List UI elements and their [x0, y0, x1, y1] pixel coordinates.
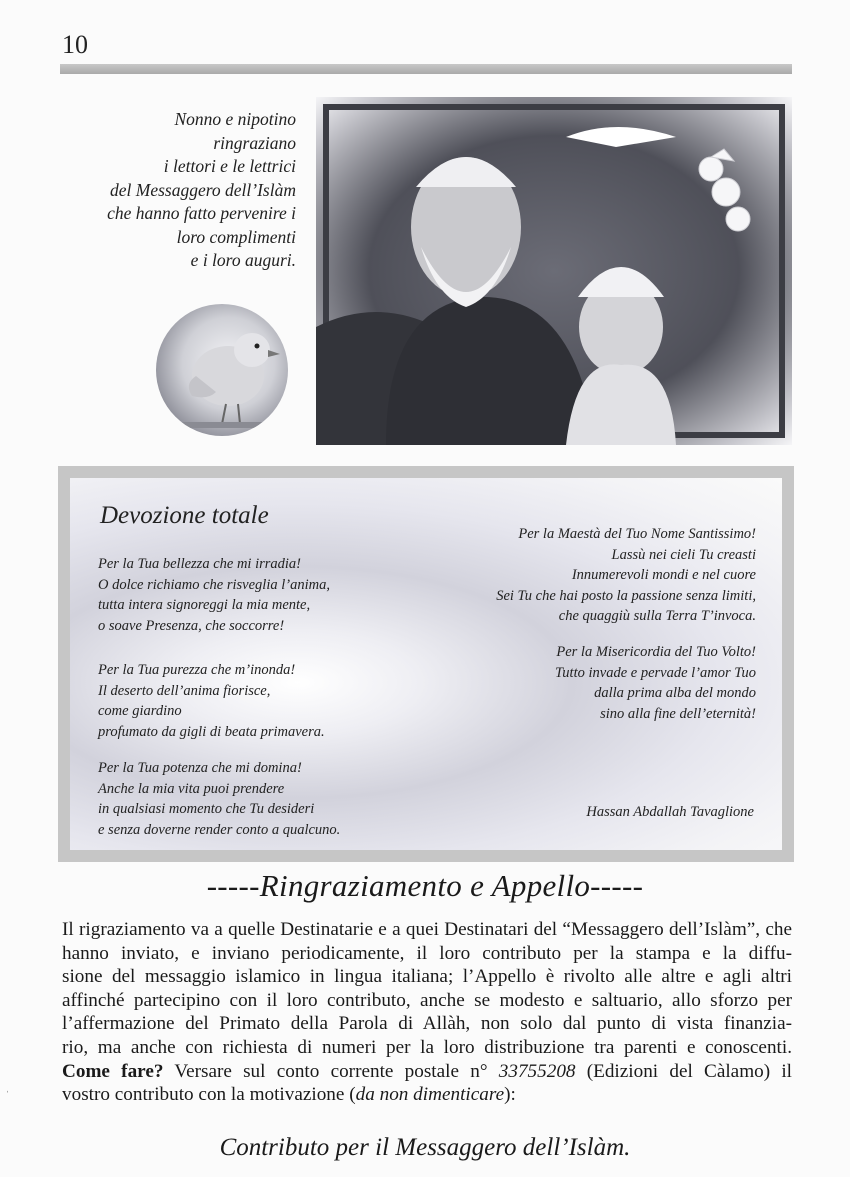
- how-to-text: Versare sul conto corrente postale n°: [163, 1060, 499, 1082]
- thanks-line: i lettori e le lettrici: [163, 156, 296, 176]
- thanks-line: loro complimenti: [176, 226, 296, 247]
- appeal-line: rio, ma anche con richiesta di numeri per la loro distribuzione tra parenti e conoscenti.: [62, 1036, 792, 1058]
- thanks-note: [60, 108, 296, 273]
- poem-line: dalla prima alba del mondo: [594, 685, 756, 701]
- poem-line: Per la Misericordia del Tuo Volto!: [556, 644, 756, 660]
- poem-stanza: [98, 554, 398, 636]
- appeal-line: hanno inviato, e inviano periodicamente, il loro contributo per la stampa e la diffu-: [62, 942, 792, 964]
- chick-photo: [156, 304, 288, 436]
- poem-stanza: [98, 660, 398, 742]
- chick-illustration: [156, 304, 288, 436]
- poem-line: Per la Maestà del Tuo Nome Santissimo!: [518, 526, 756, 542]
- poem-line: Tutto invade e pervade l’amor Tuo: [555, 664, 756, 681]
- motivation-text: vostro contributo con la motivazione (: [62, 1084, 356, 1106]
- poem-line: che quaggiù sulla Terra T’invoca.: [558, 608, 756, 624]
- account-number: 33755208: [498, 1060, 576, 1082]
- page-number: 10: [62, 30, 88, 59]
- motivation-note: da non dimenticare: [355, 1084, 505, 1106]
- header-rule: [60, 64, 792, 74]
- thanks-line: del Messaggero dell’Islàm: [110, 179, 296, 200]
- poem-line: in qualsiasi momento che Tu desideri: [98, 801, 315, 817]
- poem-title: Devozione totale: [100, 502, 269, 529]
- thanks-line: e i loro auguri.: [190, 250, 296, 270]
- contribution-line: Contributo per il Messaggero dell’Islàm.: [219, 1134, 631, 1161]
- poem-line: Innumerevoli mondi e nel cuore: [571, 567, 756, 583]
- poem-stanza: [416, 642, 756, 724]
- poem-line: tutta intera signoreggi la mia mente,: [98, 597, 311, 613]
- poem-line: Per la Tua purezza che m’inonda!: [98, 662, 296, 678]
- poem-line: Per la Tua potenza che mi domina!: [98, 760, 302, 776]
- motivation-end: ):: [504, 1084, 516, 1106]
- poem-line: Il deserto dell’anima fiorisce,: [98, 682, 271, 699]
- how-to-line: [62, 1060, 792, 1084]
- poem-line: e senza doverne render conto a qualcuno.: [98, 821, 341, 838]
- appeal-line: l’affermazione del Primato della Parola di Allàh, non solo dal punto di vista finanzia-: [62, 1013, 792, 1035]
- poem-line: O dolce richiamo che risveglia l’anima,: [98, 576, 330, 593]
- appeal-title: -----Ringraziamento e Appello-----: [206, 868, 644, 903]
- margin-mark: ˈ: [6, 1090, 10, 1101]
- motivation-line: [62, 1083, 792, 1107]
- poem-author: Hassan Abdallah Tavaglione: [586, 804, 754, 820]
- photo-illustration: [316, 97, 792, 445]
- how-to-label: Come fare?: [62, 1060, 164, 1082]
- thanks-line: ringraziano: [213, 132, 296, 153]
- poem-stanza: [416, 524, 756, 627]
- poem-line: o soave Presenza, che soccorre!: [98, 617, 285, 634]
- poem-line: come giardino: [98, 703, 182, 719]
- how-to-text-end: (Edizioni del Càlamo) il: [575, 1060, 792, 1082]
- thanks-line: che hanno fatto pervenire i: [107, 203, 296, 223]
- appeal-line: affinché partecipino con il loro contributo, anche se modesto e saltuario, allo sforzo per: [62, 989, 792, 1011]
- poem-line: Lassù nei cieli Tu creasti: [611, 546, 756, 563]
- poem-stanza: [98, 758, 398, 840]
- appeal-text: [62, 918, 792, 1107]
- poem-line: sino alla fine dell’eternità!: [600, 705, 756, 722]
- grandfather-grandson-photo: [316, 97, 792, 445]
- poem-box: [58, 466, 794, 862]
- appeal-line: sione del messaggio islamico in lingua italiana; l’Appello è rivolto alle altre e agli altri: [62, 966, 792, 988]
- poem-line: Sei Tu che hai posto la passione senza limiti,: [496, 587, 756, 604]
- poem-line: Anche la mia vita puoi prendere: [98, 780, 285, 797]
- thanks-line: Nonno e nipotino: [174, 109, 296, 129]
- poem-line: profumato da gigli di beata primavera.: [98, 723, 325, 740]
- poem-line: Per la Tua bellezza che mi irradia!: [98, 556, 301, 572]
- appeal-line: Il rigraziamento va a quelle Destinatarie e a quei Destinatari del “Messaggero dell’Islàm”, che: [62, 919, 792, 940]
